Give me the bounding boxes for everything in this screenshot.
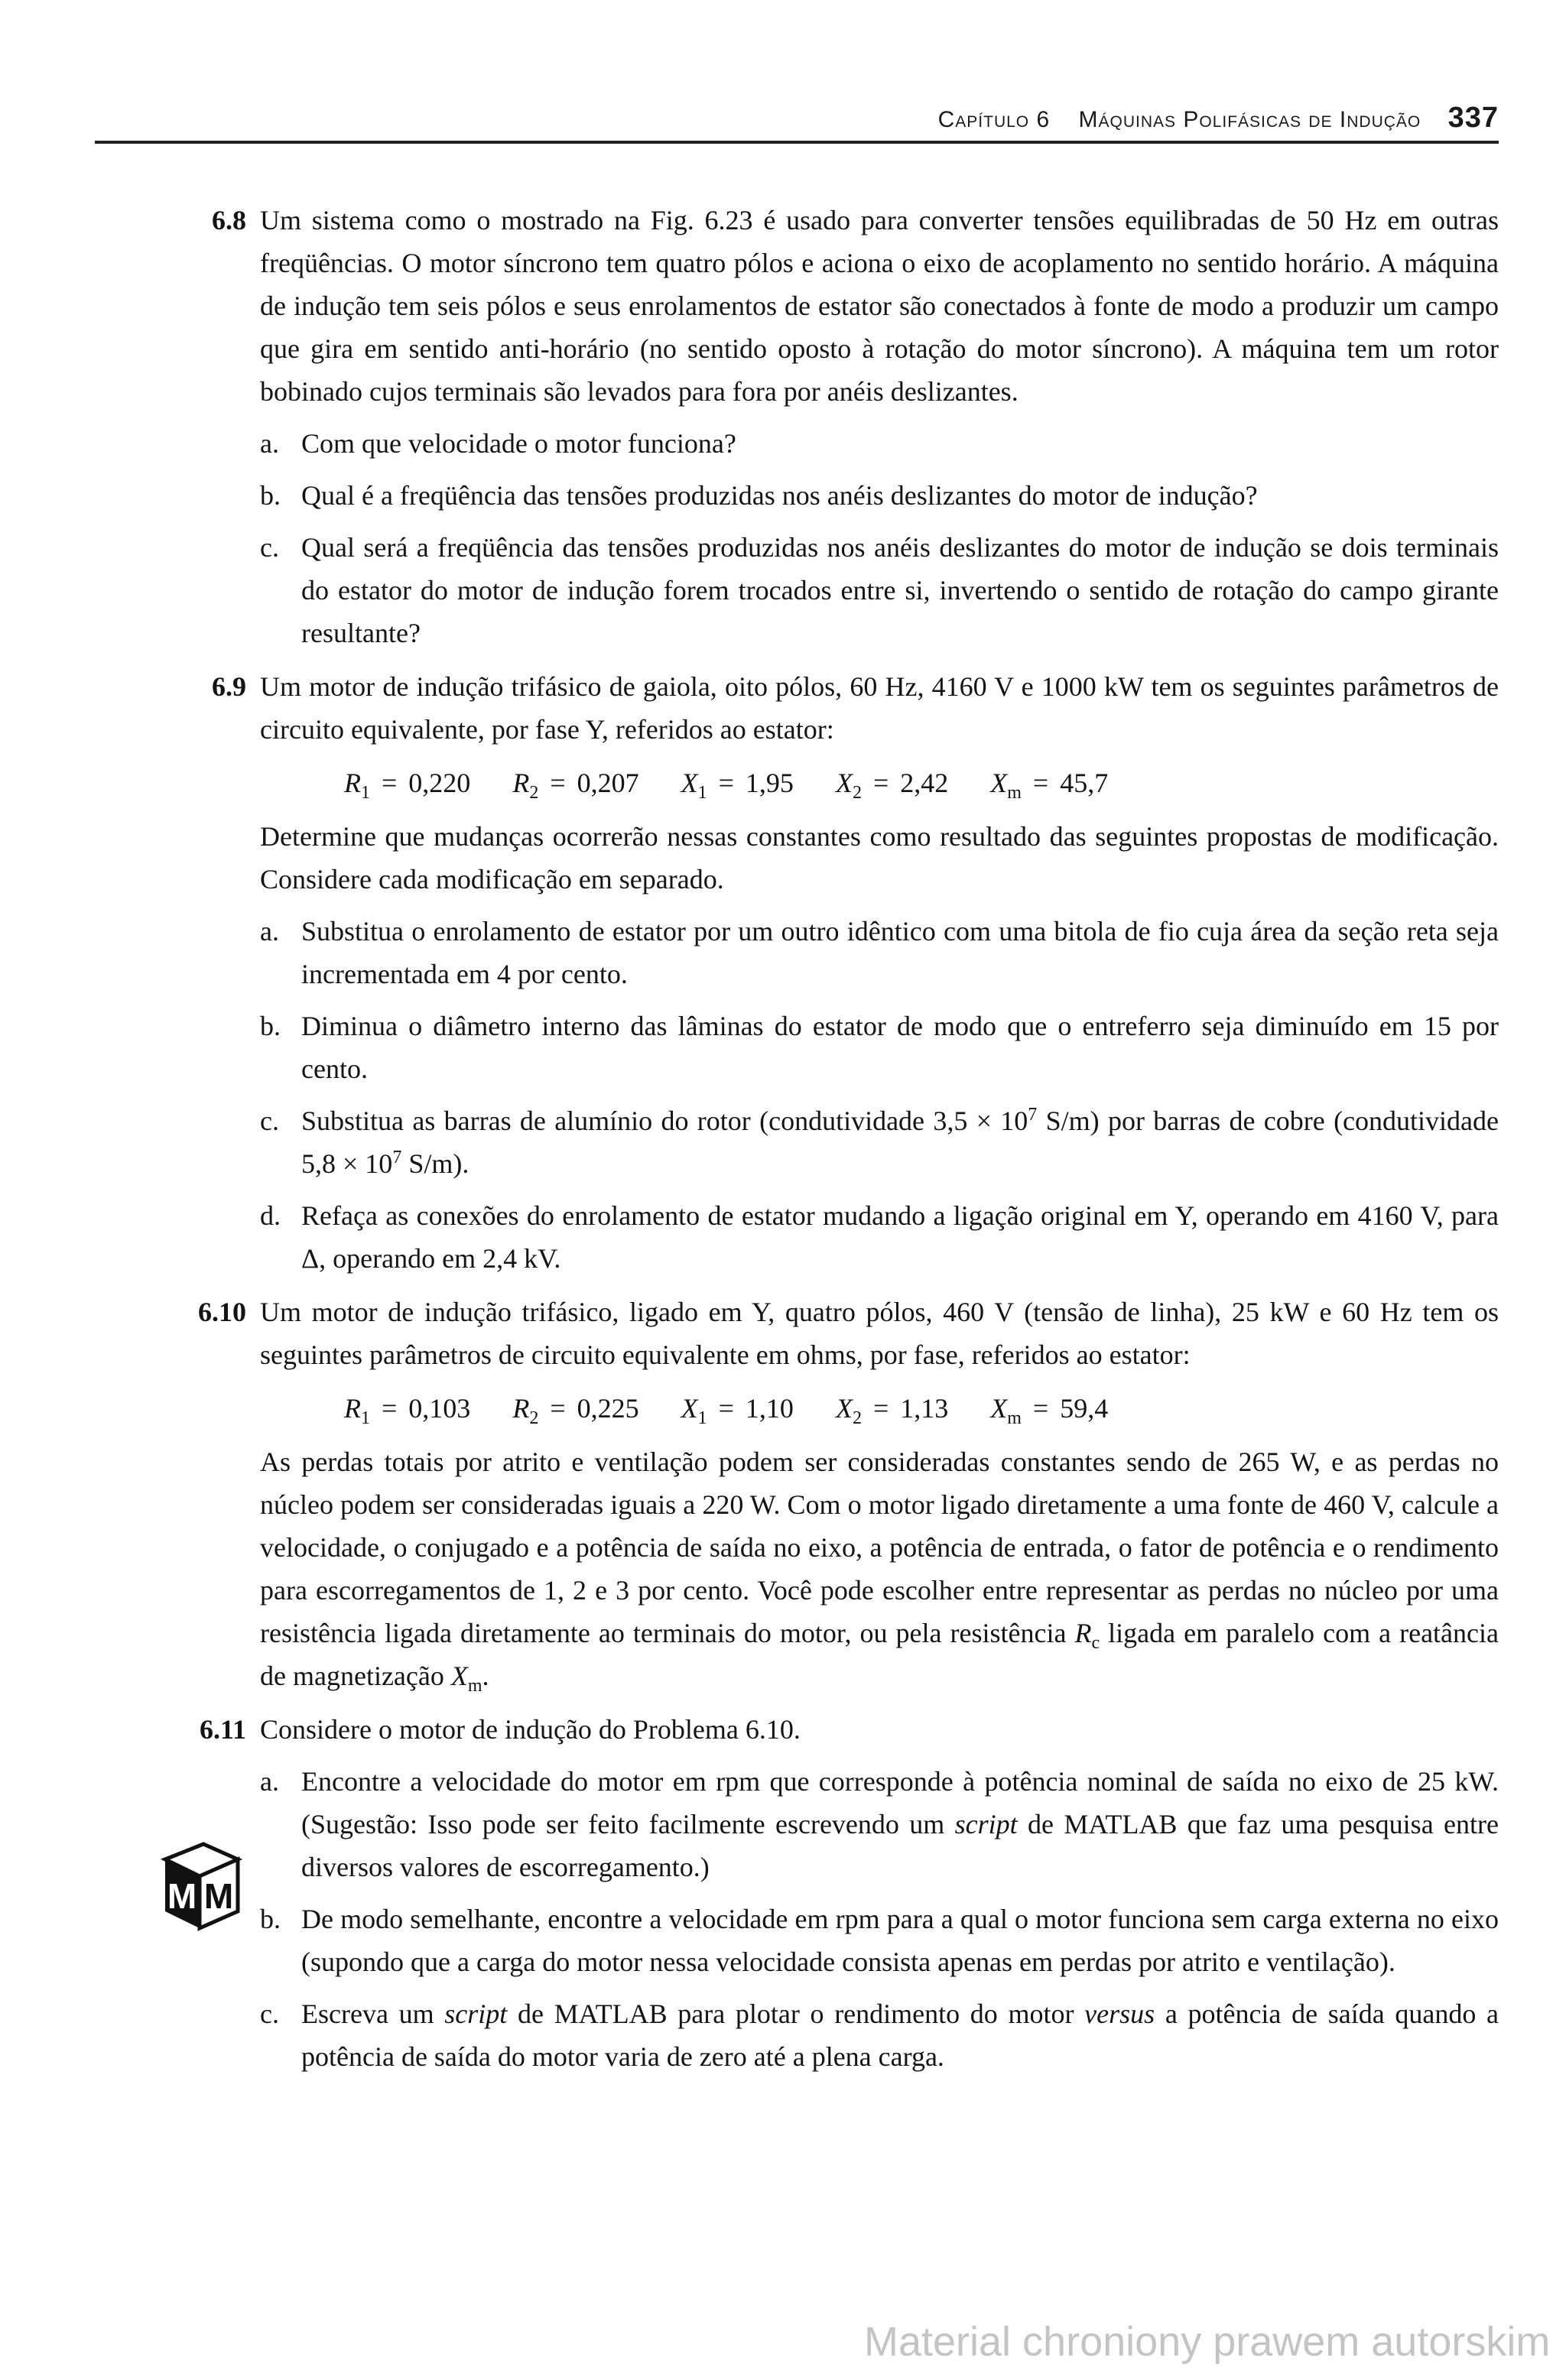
item-a — [260, 1760, 1499, 1888]
problem-text: Um sistema como o mostrado na Fig. 6.23 é usado para converter tensões equilibradas de 50 Hz em outras freqüências. O motor síncrono tem quatro pólos e aciona o eixo de acoplamento no sentido horário. A máquina de indução tem seis pólos e seus enrolamentos de estator são conectados à fonte de modo a produzir um campo que gira em sentido anti-horário (no sentido oposto à rotação do motor síncrono). A máquina tem um rotor bobinado cujos terminais são levados para fora por anéis deslizantes. — [260, 205, 1499, 407]
xm-value: = 45,7 — [1032, 768, 1109, 798]
svg-text:M: M — [167, 1876, 197, 1916]
item-text: Encontre a velocidade do motor em rpm que corresponde à potência nominal de saída no eixo de 25 kW. (Sugestão: Isso pode ser feito facilmente escrevendo um script de MATLAB que faz uma pesquisa entre diversos valores de escorregamento.) — [301, 1766, 1499, 1882]
parameters-equation: $R_1 = 0,103$ $R_2 = 0,225$ $X_1 = 1,10$ $X_2 = 1,13$ $X_m = 59,4$ — [344, 1393, 1109, 1429]
item-label: c. — [260, 1106, 279, 1136]
item-c — [260, 1099, 1499, 1185]
problem-6-10 — [198, 1291, 1499, 1697]
item-text: Qual será a freqüência das tensões produzidas nos anéis deslizantes do motor de indução se dois terminais do estator do motor de indução forem trocados entre si, invertendo o sentido de rotação do campo girante resultante? — [301, 532, 1499, 648]
item-b — [260, 1005, 1499, 1090]
problem-6-8 — [212, 199, 1499, 654]
item-text: De modo semelhante, encontre a velocidade em rpm para a qual o motor funciona sem carga externa no eixo (supondo que a carga do motor nessa velocidade consista apenas em perdas por atrito e ventilação). — [301, 1904, 1499, 1977]
r1-value: = 0,103 — [382, 1393, 471, 1424]
item-text: Escreva um script de MATLAB para plotar o rendimento do motor versus a potência de saída quando a potência de saída do motor varia de zero até a plena carga. — [301, 1998, 1499, 2072]
item-b — [260, 474, 1499, 517]
item-label: b. — [260, 1904, 281, 1934]
svg-text:M: M — [203, 1876, 234, 1916]
x2-value: = 1,13 — [872, 1393, 949, 1424]
item-a — [260, 910, 1499, 995]
item-text: Diminua o diâmetro interno das lâminas do estator de modo que o entreferro seja diminuído em 15 por cento. — [301, 1011, 1499, 1084]
problem-number: 6.11 — [199, 1714, 246, 1745]
item-label: c. — [260, 532, 279, 563]
x1-value: = 1,95 — [718, 768, 794, 798]
problem-6-11 — [199, 1708, 1499, 2078]
item-label: a. — [260, 428, 279, 459]
item-a — [260, 422, 1499, 465]
item-label: a. — [260, 916, 279, 946]
x1-value: = 1,10 — [718, 1393, 794, 1424]
problem-text: Um motor de indução trifásico, ligado em Y, quatro pólos, 460 V (tensão de linha), 25 kW e 60 Hz tem os seguintes parâmetros de circuito equivalente em ohms, por fase, referidos ao estator: — [260, 1297, 1499, 1370]
item-text: Refaça as conexões do enrolamento de estator mudando a ligação original em Y, operando em 4160 V, para Δ, operando em 2,4 kV. — [301, 1200, 1499, 1274]
item-label: b. — [260, 480, 281, 511]
problem-text-2: Determine que mudanças ocorrerão nessas constantes como resultado das seguintes propostas de modificação. Considere cada modificação em separado. — [260, 821, 1499, 895]
matlab-icon — [150, 1829, 249, 1936]
problems-list — [198, 199, 1499, 2089]
chapter-label: Capítulo 6 — [937, 107, 1051, 132]
running-header — [95, 95, 1499, 144]
xm-value: = 59,4 — [1032, 1393, 1109, 1424]
problem-6-9 — [212, 665, 1499, 1280]
item-c — [260, 1992, 1499, 2078]
parameters-equation: $R_1 = 0,220$ $R_2 = 0,207$ $X_1 = 1,95$ $X_2 = 2,42$ $X_m = 45,7$ — [344, 768, 1109, 804]
r1-value: = 0,220 — [382, 768, 471, 798]
item-d — [260, 1194, 1499, 1280]
item-text: Com que velocidade o motor funciona? — [301, 428, 736, 459]
r2-value: = 0,207 — [550, 768, 639, 798]
problem-text: Um motor de indução trifásico de gaiola, oito pólos, 60 Hz, 4160 V e 1000 kW tem os seguintes parâmetros de circuito equivalente, por fase Y, referidos ao estator: — [260, 671, 1499, 745]
problem-number: 6.10 — [198, 1297, 246, 1327]
item-label: c. — [260, 1998, 279, 2029]
item-label: b. — [260, 1011, 281, 1041]
item-text: Substitua as barras de alumínio do rotor (condutividade $3,5 \times 10^7$ S/m) por barras de cobre (condutividade $5,8 \times 10^7$ S/m). — [301, 1105, 1499, 1179]
r2-value: = 0,225 — [550, 1393, 639, 1424]
item-b — [260, 1898, 1499, 1983]
item-text: Substitua o enrolamento de estator por um outro idêntico com uma bitola de fio cuja área da seção reta seja incrementada em 4 por cento. — [301, 916, 1499, 989]
page-number: 337 — [1447, 102, 1499, 134]
problem-number: 6.9 — [212, 671, 246, 702]
item-text: Qual é a freqüência das tensões produzidas nos anéis deslizantes do motor de indução? — [301, 480, 1258, 511]
item-c — [260, 526, 1499, 654]
problem-number: 6.8 — [212, 205, 246, 235]
problem-text-2: As perdas totais por atrito e ventilação podem ser consideradas constantes sendo de 265 W, e as perdas no núcleo podem ser consideradas iguais a 220 W. Com o motor ligado diretamente a uma fonte de 460 V, calcule a velocidade, o conjugado e a potência de saída no eixo, a potência de entrada, o fator de potência e o rendimento para escorregamentos de 1, 2 e 3 por cento. Você pode escolher entre representar as perdas no núcleo por uma resistência ligada diretamente ao terminais do motor, ou pela resistência $R_c$ ligada em paralelo com a reatância de magnetização $X_m$. — [260, 1447, 1499, 1697]
item-label: a. — [260, 1766, 279, 1797]
item-label: d. — [260, 1200, 281, 1231]
watermark: Material chroniony prawem autorskim — [864, 2319, 1551, 2365]
problem-text: Considere o motor de indução do Problema 6.10. — [260, 1714, 801, 1745]
chapter-title: Máquinas Polifásicas de Indução — [1078, 107, 1421, 132]
x2-value: = 2,42 — [872, 768, 949, 798]
